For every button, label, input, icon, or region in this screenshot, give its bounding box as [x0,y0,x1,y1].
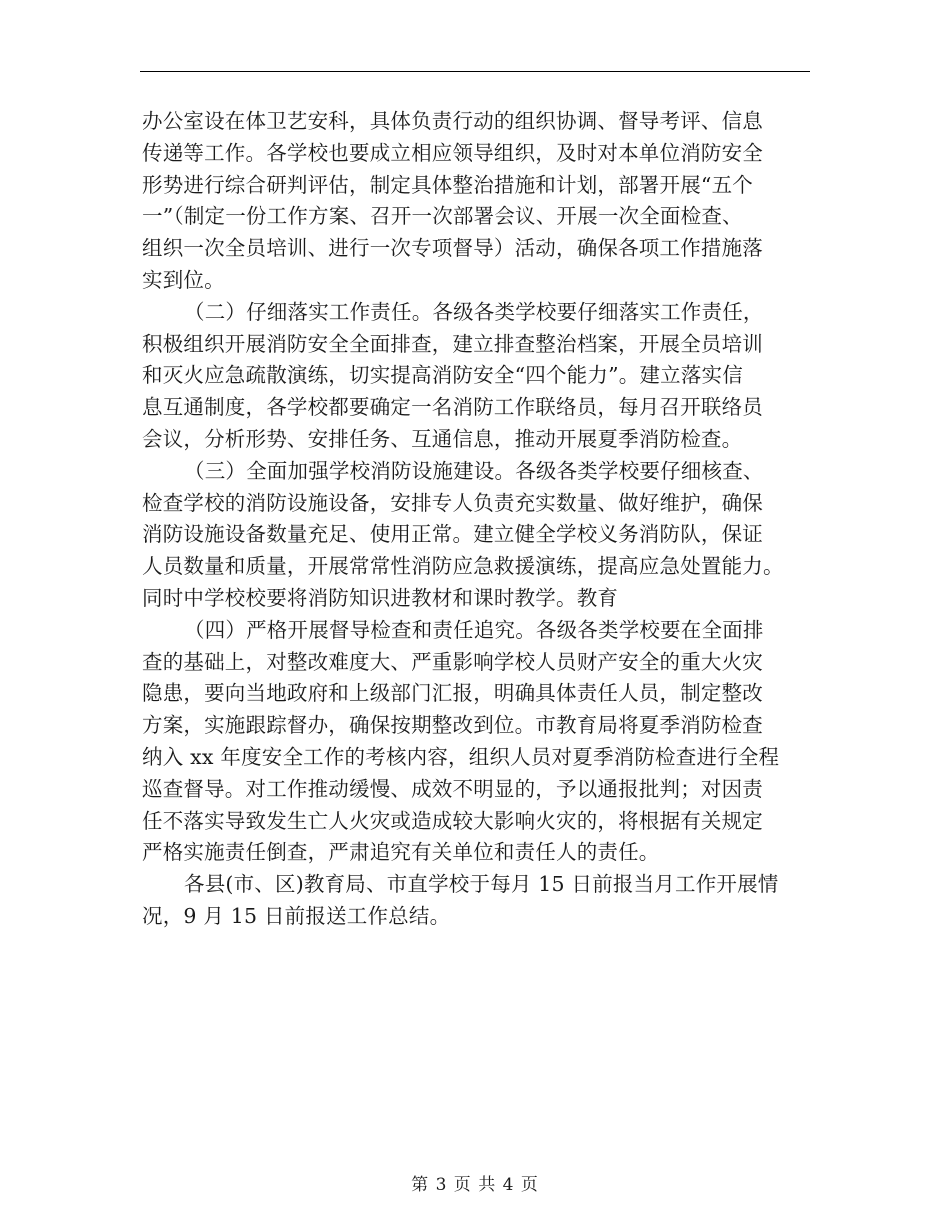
text-line: 和灭火应急疏散演练，切实提高消防安全“四个能力”。建立落实信 [142,363,743,388]
paragraph-heading-line: （三）全面加强学校消防设施建设。各级各类学校要仔细核查、 [184,458,764,483]
text-line: 办公室设在体卫艺安科，具体负责行动的组织协调、督导考评、信息 [142,109,763,133]
header-rule [140,71,810,72]
text-line: 实到位。 [142,267,225,292]
paragraph-heading-line: （四）严格开展督导检查和责任追究。各级各类学校要在全面排 [184,617,764,642]
text-line: 人员数量和质量，开展常常性消防应急救援演练，提高应急处置能力。 [142,554,784,579]
text-line: 况，9 月 15 日前报送工作总结。 [142,903,451,928]
text-line: 传递等工作。各学校也要成立相应领导组织，及时对本单位消防安全 [142,140,763,165]
text-line: 同时中学校校要将消防知识进教材和课时教学。教育 [142,585,619,610]
paragraph-heading-line: （二）仔细落实工作责任。各级各类学校要仔细落实工作责任， [184,299,764,324]
text-line: 积极组织开展消防安全全面排查，建立排查整治档案，开展全员培训 [142,331,763,356]
text-line: 方案，实施跟踪督办，确保按期整改到位。市教育局将夏季消防检查 [142,713,763,738]
text-line: 一”（制定一份工作方案、召开一次部署会议、开展一次全面检查、 [142,204,743,229]
text-line: 组织一次全员培训、进行一次专项督导）活动，确保各项工作措施落 [142,236,763,261]
text-line: 会议，分析形势、安排任务、互通信息，推动开展夏季消防检查。 [142,426,743,451]
text-line: 息互通制度，各学校都要确定一名消防工作联络员，每月召开联络员 [142,395,763,420]
text-line: 隐患，要向当地政府和上级部门汇报，明确具体责任人员，制定整改 [142,681,763,706]
text-line: 查的基础上，对整改难度大、严重影响学校人员财产安全的重大火灾 [142,649,763,674]
text-line: 巡查督导。对工作推动缓慢、成效不明显的，予以通报批判；对因责 [142,776,763,801]
text-line: 检查学校的消防设施设备，安排专人负责充实数量、做好维护，确保 [142,490,763,515]
text-line: 严格实施责任倒查，严肃追究有关单位和责任人的责任。 [142,840,660,865]
text-line: 形势进行综合研判评估，制定具体整治措施和计划，部署开展“五个 [142,172,753,197]
text-line: 消防设施设备数量充足、使用正常。建立健全学校义务消防队，保证 [142,522,763,547]
document-body [142,106,808,933]
page-number-footer: 第 3 页 共 4 页 [411,1175,539,1195]
paragraph-first-line: 各县(市、区)教育局、市直学校于每月 15 日前报当月工作开展情 [184,872,779,897]
text-line: 任不落实导致发生亡人火灾或造成较大影响火灾的，将根据有关规定 [142,808,763,833]
text-line: 纳入 xx 年度安全工作的考核内容，组织人员对夏季消防检查进行全程 [142,744,780,769]
